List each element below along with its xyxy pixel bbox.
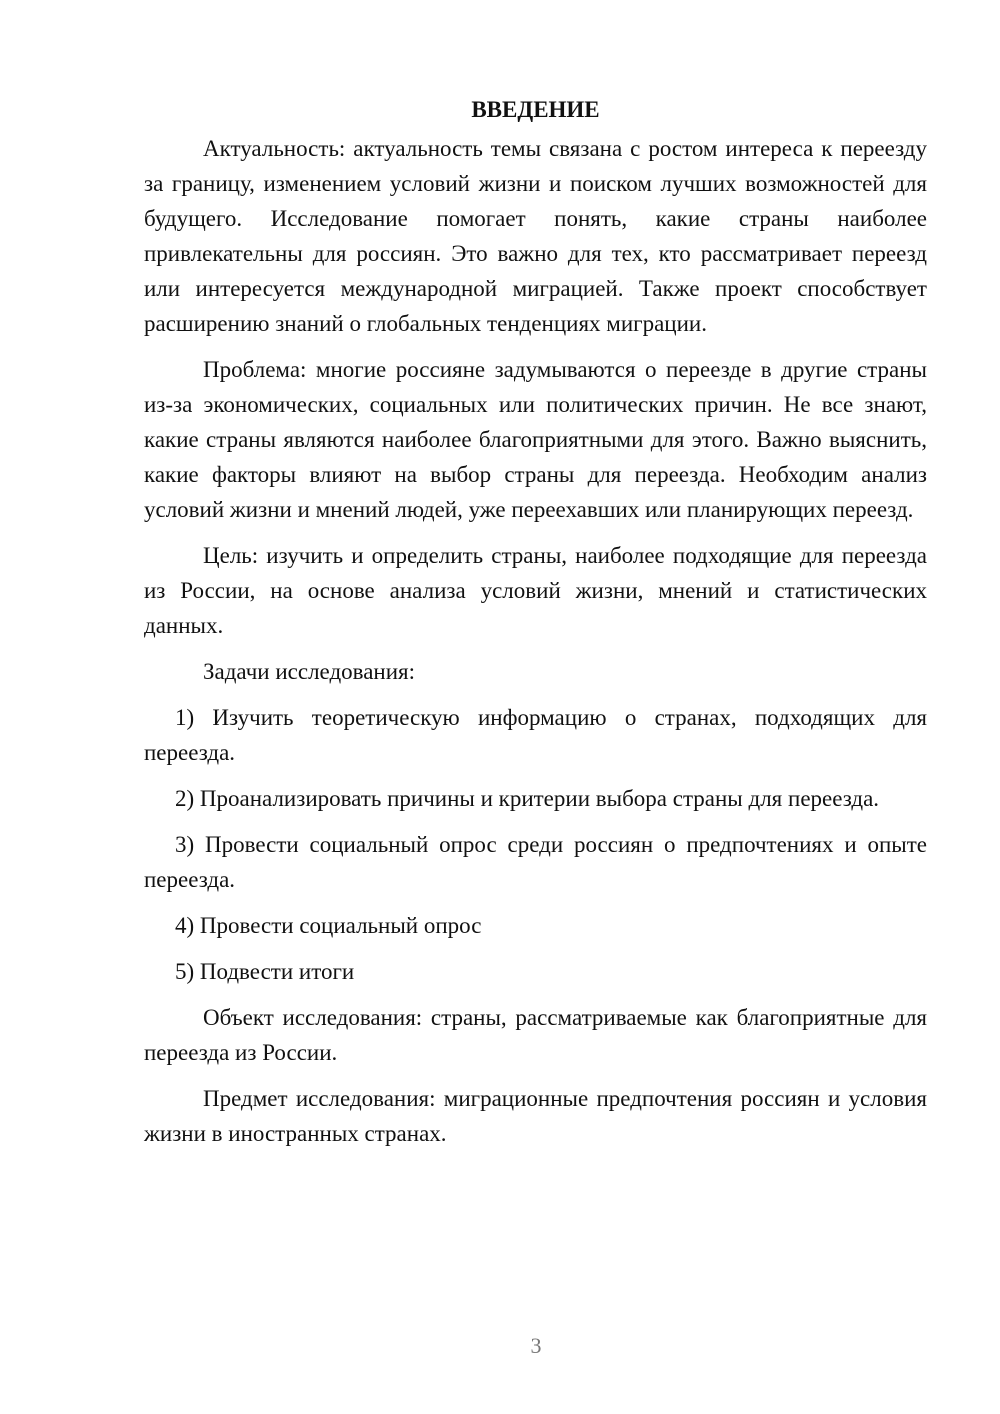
- task-item-5: 5) Подвести итоги: [175, 959, 355, 984]
- tasks-heading: Задачи исследования:: [203, 659, 416, 684]
- problem-paragraph: Проблема: многие россияне задумываются о переезде в другие страны из-за экономических, социальных или политических причин. Не все знают, какие страны являются наиболее благоприятными для этого. Важно выяснить, какие факторы влияют на выбор страны для переезда. Необходим анализ условий жизни и мнений людей, уже переехавших или планирующих переезд.: [144, 357, 927, 522]
- document-page: [144, 92, 927, 1162]
- object-paragraph: Объект исследования: страны, рассматриваемые как благоприятные для переезда из России.: [144, 1005, 927, 1065]
- task-item-3: 3) Провести социальный опрос среди россиян о предпочтениях и опыте переезда.: [144, 832, 927, 892]
- section-heading: ВВЕДЕНИЕ: [471, 97, 600, 122]
- subject-paragraph: Предмет исследования: миграционные предпочтения россиян и условия жизни в иностранных странах.: [144, 1086, 927, 1146]
- goal-paragraph: Цель: изучить и определить страны, наиболее подходящие для переезда из России, на основе анализа условий жизни, мнений и статистических данных.: [144, 543, 927, 638]
- task-item-4: 4) Провести социальный опрос: [175, 913, 482, 938]
- page-number: 3: [530, 1333, 542, 1358]
- task-item-2: 2) Проанализировать причины и критерии выбора страны для переезда.: [175, 786, 880, 811]
- task-item-1: 1) Изучить теоретическую информацию о странах, подходящих для переезда.: [144, 705, 927, 765]
- tasks-list: [144, 700, 927, 989]
- relevance-paragraph: Актуальность: актуальность темы связана с ростом интереса к переезду за границу, изменением условий жизни и поиском лучших возможностей для будущего. Исследование помогает понять, какие страны наиболее привлекательны для россиян. Это важно для тех, кто рассматривает переезд или интересуется международной миграцией. Также проект способствует расширению знаний о глобальных тенденциях миграции.: [144, 136, 927, 336]
